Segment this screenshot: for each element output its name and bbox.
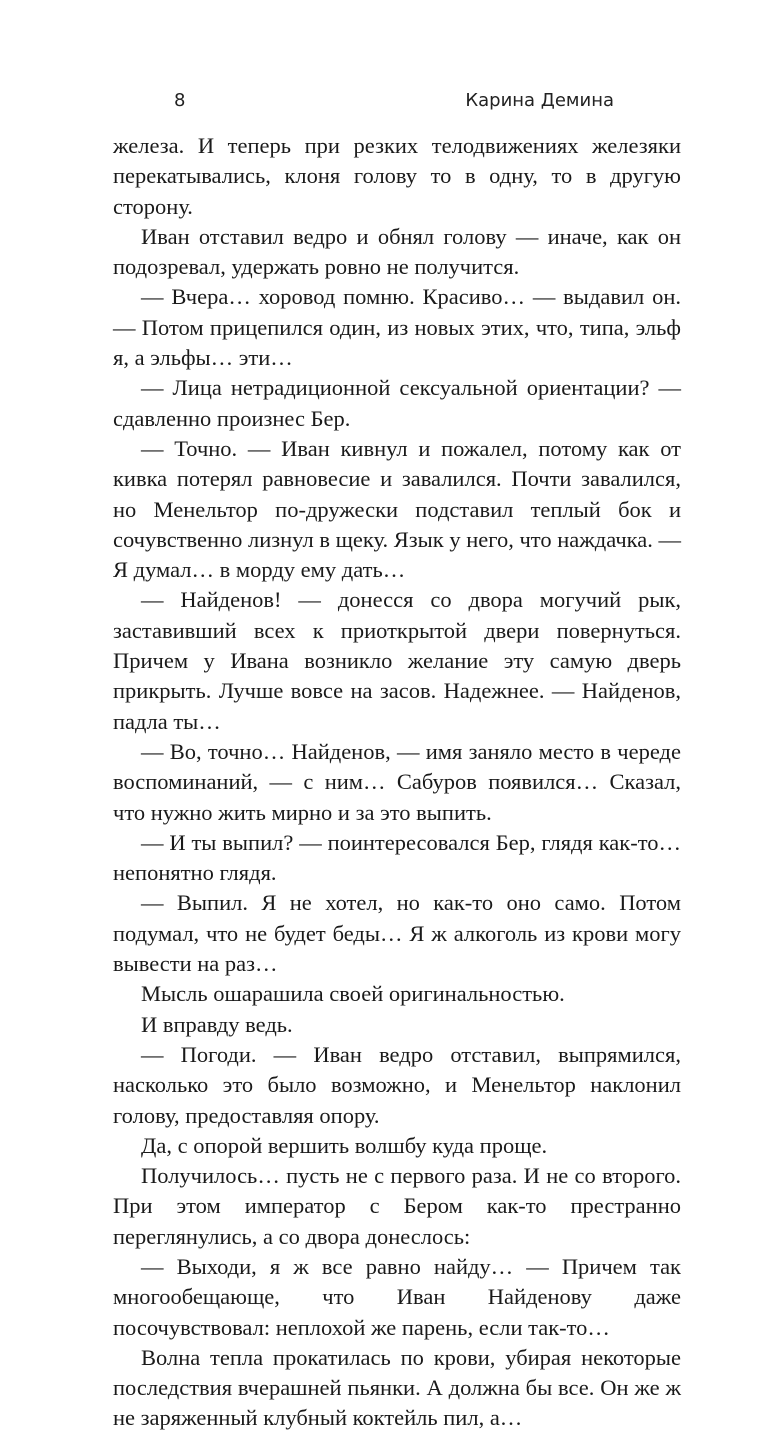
paragraph: — Выпил. Я не хотел, но как-то оно само. Потом подумал, что не будет беды… Я ж алкоголь из крови могу вывести на раз…: [113, 890, 681, 977]
paragraph: — Точно. — Иван кивнул и пожалел, потому как от кивка потерял равновесие и завалился. Почти завалился, но Менельтор по-дружески подставил теплый бок и сочувственно лизнул в щеку. Язык у него, что наждачка. — Я думал… в морду ему дать…: [113, 435, 681, 583]
paragraph: И вправду ведь.: [141, 1011, 293, 1037]
paragraph: Иван отставил ведро и обнял голову — иначе, как он подозревал, удержать ровно не получится.: [113, 223, 681, 280]
page-number: 8: [174, 90, 186, 111]
paragraph: — Выходи, я ж все равно найду… — Причем так многообещающе, что Иван Найденову даже посочувствовал: неплохой же парень, если так-то…: [113, 1253, 681, 1340]
body-text: [113, 131, 681, 1434]
paragraph: — Найденов! — донесся со двора могучий рык, заставивший всех к приоткрытой двери повернуться. Причем у Ивана возникло желание эту самую дверь прикрыть. Лучше вовсе на засов. Надежнее. — Найденов, падла ты…: [113, 587, 681, 734]
running-head-author: Карина Демина: [465, 90, 614, 111]
paragraph: — Погоди. — Иван ведро отставил, выпрямился, насколько это было возможно, и Менельтор наклонил голову, предоставляя опору.: [113, 1041, 681, 1128]
paragraph: — Во, точно… Найденов, — имя заняло место в череде воспоминаний, — с ним… Сабуров появился… Сказал, что нужно жить мирно и за это выпить.: [113, 738, 681, 825]
paragraph: Да, с опорой вершить волшбу куда проще.: [141, 1132, 548, 1158]
paragraph: Получилось… пусть не с первого раза. И не со второго. При этом император с Бером как-то престранно переглянулись, а со двора донеслось:: [113, 1163, 681, 1249]
paragraph: железа. И теперь при резких телодвижениях железяки перекатывались, клоня голову то в одну, то в другую сторону.: [113, 133, 681, 219]
paragraph: — Вчера… хоровод помню. Красиво… — выдавил он. — Потом прицепился один, из новых этих, что, типа, эльф я, а эльфы… эти…: [113, 284, 681, 371]
paragraph: Мысль ошарашила своей оригинальностью.: [141, 981, 565, 1007]
paragraph: — И ты выпил? — поинтересовался Бер, глядя как-то… непонятно глядя.: [113, 829, 681, 886]
paragraph: — Лица нетрадиционной сексуальной ориентации? — сдавленно произнес Бер.: [113, 375, 681, 431]
paragraph: Волна тепла прокатилась по крови, убирая некоторые последствия вчерашней пьянки. А должна бы все. Он же ж не заряженный клубный коктейль пил, а…: [113, 1344, 681, 1431]
